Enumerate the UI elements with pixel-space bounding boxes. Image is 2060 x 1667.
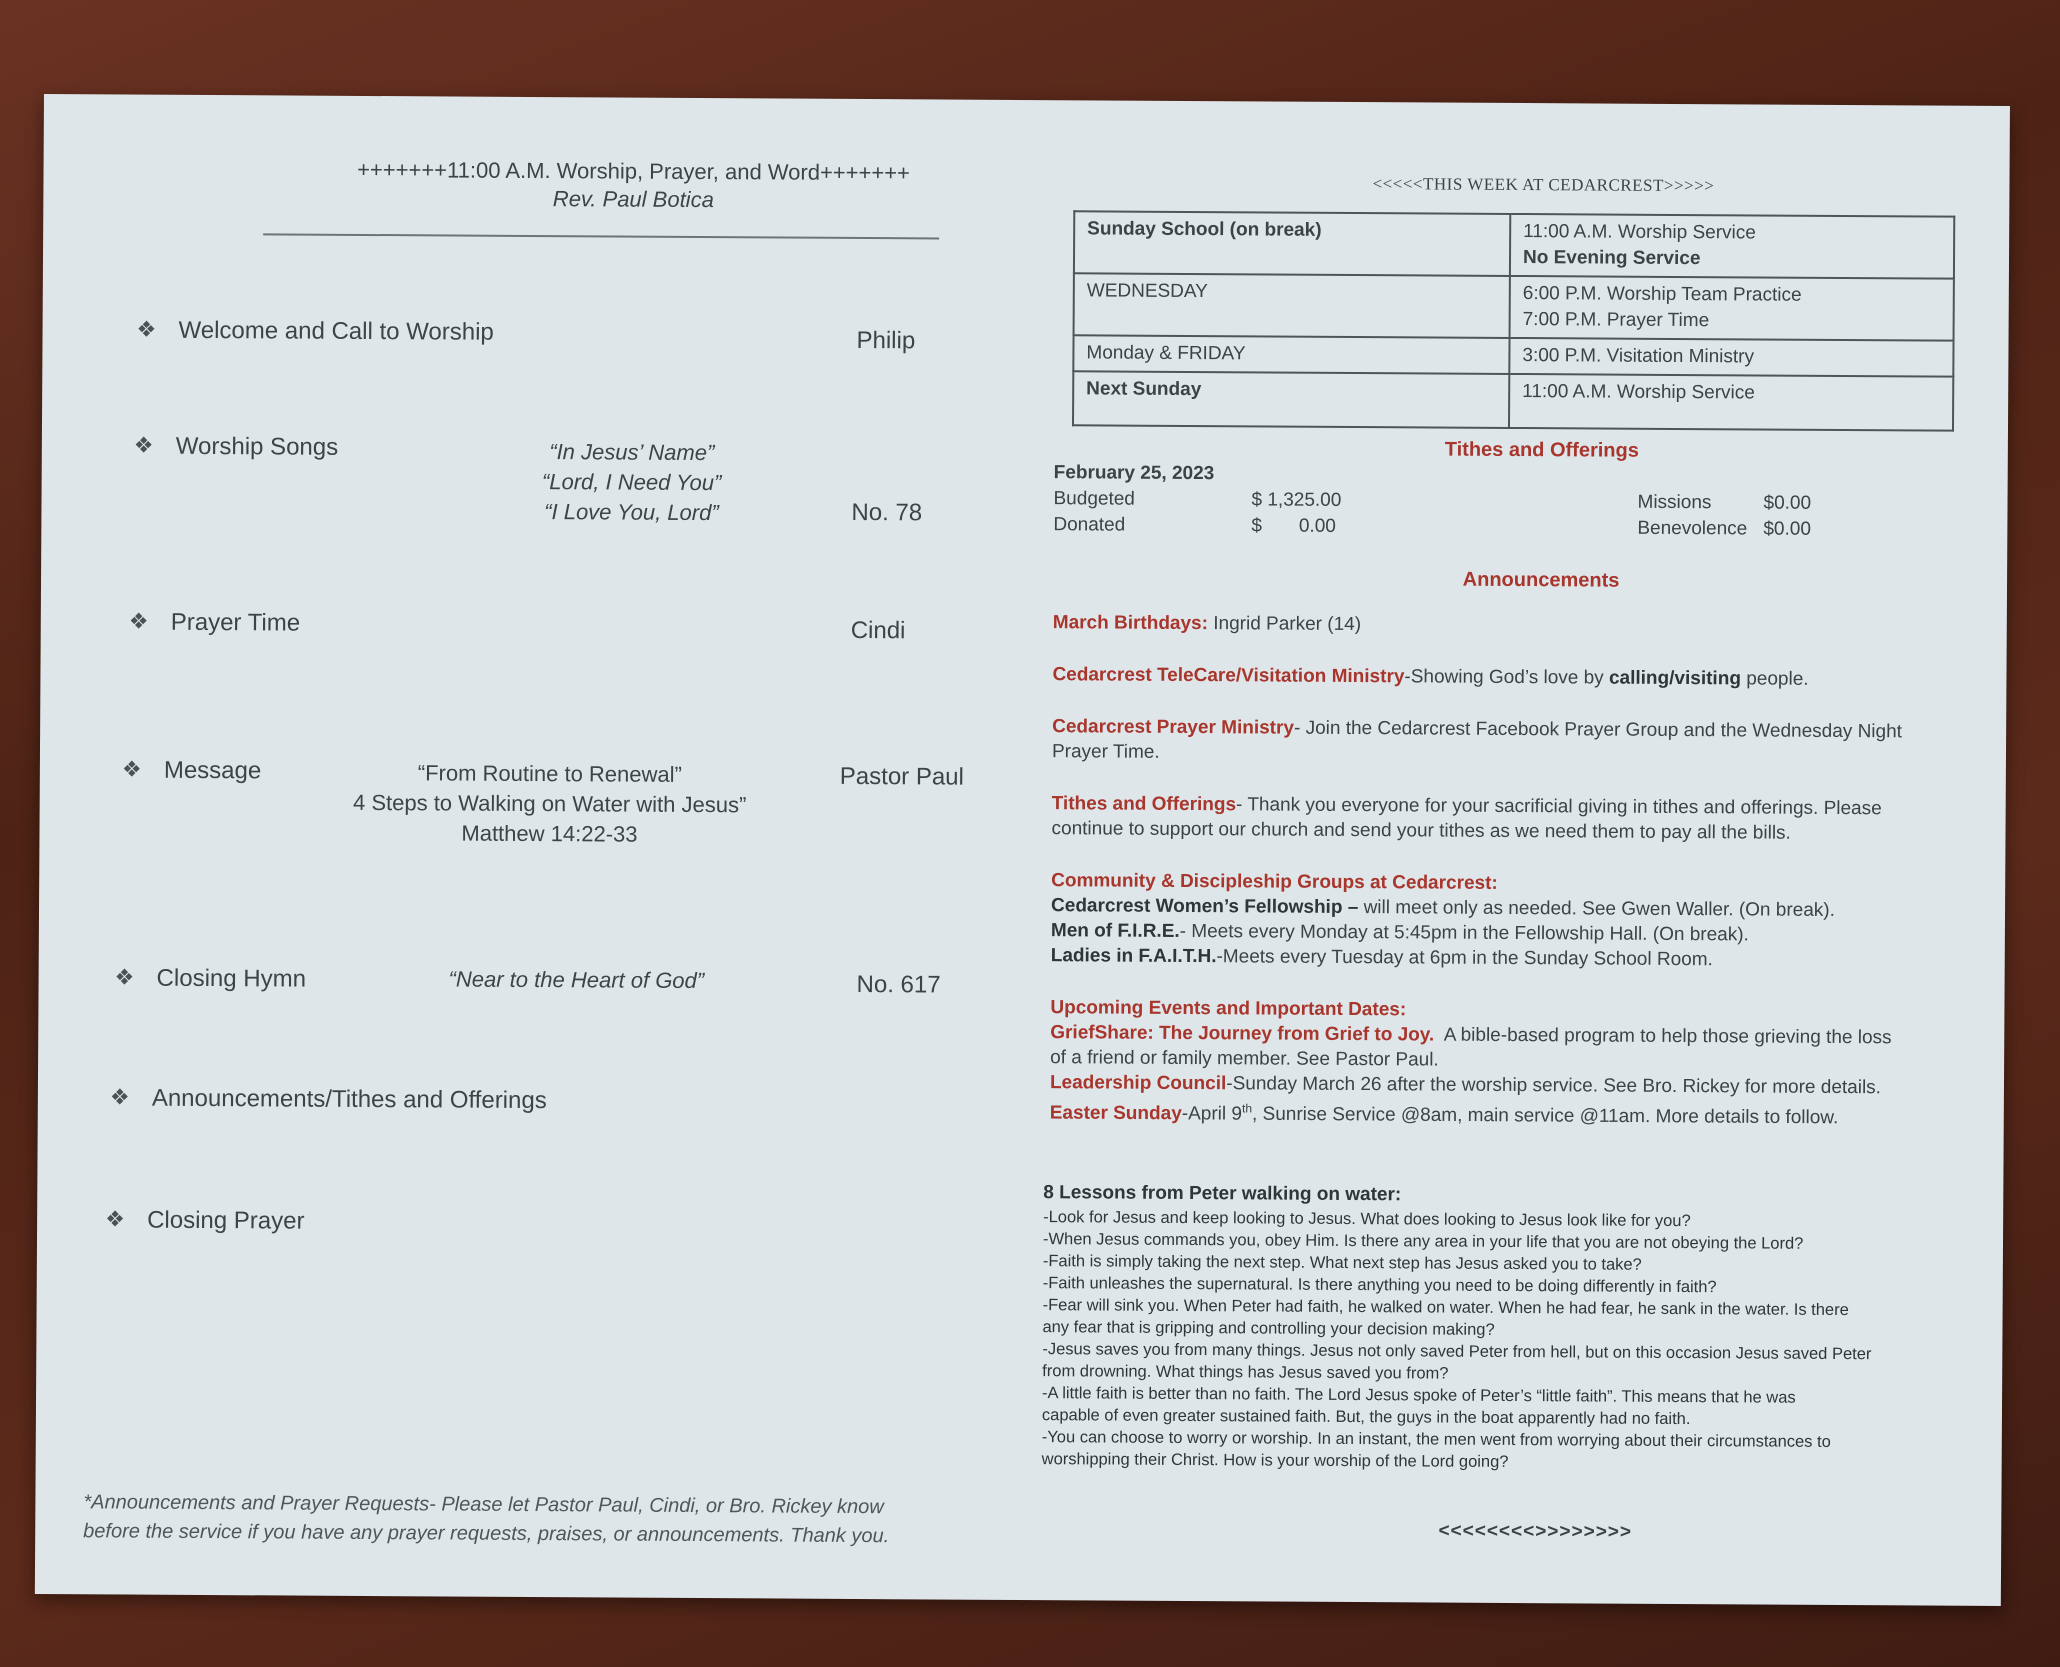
tithes-note-text: - Thank you everyone for your sacrificial giving in tithes and offerings. Please <box>1236 794 1882 820</box>
bullet-icon: ❖ <box>121 756 142 782</box>
lesson-line: -A little faith is better than no faith. The Lord Jesus spoke of Peter’s “little faith”. This means that he was <box>1042 1384 1796 1407</box>
easter-text-2: , Sunrise Service @8am, main service @11am. More details to follow. <box>1251 1103 1839 1129</box>
budgeted-label: Budgeted <box>1053 488 1135 510</box>
griefshare-text: A bible-based program to help those grieving the loss <box>1434 1024 1892 1049</box>
weekly-schedule-table <box>1072 210 1955 431</box>
tithes-date: February 25, 2023 <box>1053 462 1215 485</box>
schedule-events <box>1510 214 1954 279</box>
sermon-block <box>339 758 760 851</box>
table-row <box>1073 335 1953 376</box>
announcements-body <box>1050 610 1993 1131</box>
schedule-day: Monday & FRIDAY <box>1073 335 1509 374</box>
schedule-day: Sunday School (on break) <box>1074 211 1510 276</box>
prayer-leader: Cindi <box>850 616 906 645</box>
tithes-note-text-2: continue to support our church and send your tithes as we need them to pay all the bills. <box>1051 818 1791 844</box>
message-leader: Pastor Paul <box>839 762 965 791</box>
lesson-line: -Fear will sink you. When Peter had faith, he walked on water. When he had fear, he sank in the water. Is there <box>1042 1296 1849 1320</box>
announcements-tithes-label: Announcements/Tithes and Offerings <box>151 1084 547 1115</box>
lesson-line: -You can choose to worry or worship. In an instant, the men went from worrying about their circumstances to <box>1041 1428 1831 1451</box>
lesson-line: -Faith is simply taking the next step. What next step has Jesus asked you to take? <box>1042 1252 1642 1274</box>
service-header <box>273 155 993 215</box>
missions-value: $0.00 <box>1763 492 1812 514</box>
lesson-line: worshipping their Christ. How is your worship of the Lord going? <box>1041 1450 1509 1471</box>
prayer-ministry-block <box>1052 714 1992 770</box>
lesson-line: -Faith unleashes the supernatural. Is there anything you need to be doing differently in faith? <box>1042 1274 1717 1297</box>
requests-footnote <box>83 1488 889 1551</box>
tithes-note-label: Tithes and Offerings <box>1051 793 1237 816</box>
closing-hymn-title: “Near to the Heart of God” <box>448 966 705 994</box>
easter-label: Easter Sunday <box>1049 1102 1182 1125</box>
groups-label: Community & Discipleship Groups at Cedarcrest: <box>1051 870 1498 894</box>
women-text: will meet only as needed. See Gwen Waller. (On break). <box>1358 897 1836 921</box>
women-label: Cedarcrest Women’s Fellowship – <box>1050 895 1359 919</box>
bullet-icon: ❖ <box>136 316 157 342</box>
lesson-line: capable of even greater sustained faith. But, the guys in the boat apparently had no faith. <box>1041 1406 1691 1429</box>
ladies-text: -Meets every Tuesday at 6pm in the Sunday School Room. <box>1216 946 1713 971</box>
table-row <box>1073 371 1953 430</box>
announcements-heading: Announcements <box>1462 568 1620 592</box>
footnote-line-2: before the service if you have any prayer requests, praises, or announcements. Thank you. <box>83 1520 890 1548</box>
worship-songs-label: Worship Songs <box>175 432 339 461</box>
schedule-events <box>1510 276 1954 341</box>
tithes-heading: Tithes and Offerings <box>1444 438 1639 462</box>
budgeted-value: $ 1,325.00 <box>1251 489 1342 511</box>
lesson-line: -When Jesus commands you, obey Him. Is there any area in your life that you are not obeying the Lord? <box>1042 1230 1804 1253</box>
header-divider <box>263 233 939 239</box>
telecare-label: Cedarcrest TeleCare/Visitation Ministry <box>1052 664 1405 688</box>
groups-block <box>1051 868 1992 974</box>
prayer-ministry-text-2: Prayer Time. <box>1051 741 1160 763</box>
this-week-heading: <<<<<THIS WEEK AT CEDARCREST>>>>> <box>1372 174 1715 196</box>
bulletin-sheet <box>35 94 2010 1606</box>
song-1: “In Jesus’ Name” <box>549 439 715 466</box>
benevolence-label: Benevolence <box>1637 517 1748 540</box>
bullet-icon: ❖ <box>133 432 154 458</box>
song-2: “Lord, I Need You” <box>541 469 722 496</box>
telecare-text: -Showing God’s love by <box>1404 666 1610 689</box>
lesson-line: from drowning. What things has Jesus saved you from? <box>1042 1362 1449 1383</box>
prayer-time-label: Prayer Time <box>170 608 301 637</box>
birthdays-label: March Birthdays: <box>1052 612 1209 635</box>
sermon-subtitle: 4 Steps to Walking on Water with Jesus” <box>352 789 747 818</box>
missions-label: Missions <box>1637 491 1712 514</box>
lessons-block <box>1042 1180 1994 1476</box>
griefshare-text-2: of a friend or family member. See Pastor Paul. <box>1050 1047 1439 1071</box>
bullet-icon: ❖ <box>114 964 135 990</box>
welcome-leader: Philip <box>856 326 916 355</box>
message-label: Message <box>163 756 262 785</box>
lesson-line: -Jesus saves you from many things. Jesus not only saved Peter from hell, but on this occasion Jesus saved Peter <box>1042 1340 1872 1364</box>
sermon-title: “From Routine to Renewal” <box>417 760 682 787</box>
bullet-icon: ❖ <box>109 1084 130 1110</box>
men-text: - Meets every Monday at 5:45pm in the Fellowship Hall. (On break). <box>1179 920 1749 946</box>
table-row <box>1074 273 1954 340</box>
easter-text: -April 9 <box>1181 1103 1243 1125</box>
lesson-line: any fear that is gripping and controlling your decision making? <box>1042 1318 1495 1339</box>
birthdays-text: Ingrid Parker (14) <box>1213 613 1362 636</box>
council-text: -Sunday March 26 after the worship service. See Bro. Rickey for more details. <box>1226 1073 1882 1099</box>
songs-hymnal-number: No. 78 <box>851 498 923 527</box>
donated-label: Donated <box>1053 514 1126 536</box>
end-ornament: <<<<<<<<>>>>>>>> <box>1438 1520 1633 1543</box>
schedule-event: No Evening Service <box>1522 247 1701 270</box>
closing-hymn-number: No. 617 <box>856 970 941 999</box>
lesson-line: -Look for Jesus and keep looking to Jesus. What does looking to Jesus look like for you? <box>1043 1208 1691 1231</box>
sermon-scripture: Matthew 14:22-33 <box>461 820 638 847</box>
ladies-label: Ladies in F.A.I.T.H. <box>1050 945 1217 968</box>
bullet-icon: ❖ <box>128 608 149 634</box>
schedule-day: WEDNESDAY <box>1074 273 1510 338</box>
easter-sup: th <box>1241 1101 1253 1116</box>
council-label: Leadership Council <box>1049 1072 1227 1095</box>
events-label: Upcoming Events and Important Dates: <box>1050 997 1407 1021</box>
service-title: +++++++11:00 A.M. Worship, Prayer, and Word+++++++ <box>357 156 911 186</box>
donated-value: $ 0.00 <box>1251 515 1336 537</box>
song-list <box>461 437 802 529</box>
tithes-note-block <box>1051 791 1991 847</box>
schedule-event: 3:00 P.M. Visitation Ministry <box>1509 338 1953 377</box>
song-3: “I Love You, Lord” <box>544 499 719 526</box>
schedule-event: 11:00 A.M. Worship Service <box>1509 374 1953 431</box>
pastor-name: Rev. Paul Botica <box>552 186 714 213</box>
table-row <box>1074 211 1954 278</box>
events-block <box>1050 995 1991 1131</box>
welcome-label: Welcome and Call to Worship <box>178 316 494 346</box>
closing-prayer-label: Closing Prayer <box>147 1206 305 1235</box>
prayer-ministry-label: Cedarcrest Prayer Ministry <box>1052 716 1295 739</box>
footnote-line-1: *Announcements and Prayer Requests- Please let Pastor Paul, Cindi, or Bro. Rickey know <box>83 1491 884 1519</box>
schedule-event: 6:00 P.M. Worship Team Practice <box>1522 283 1802 306</box>
prayer-ministry-text: - Join the Cedarcrest Facebook Prayer Group and the Wednesday Night <box>1293 717 1903 743</box>
lessons-title: 8 Lessons from Peter walking on water: <box>1043 1182 1402 1206</box>
closing-hymn-label: Closing Hymn <box>156 964 307 993</box>
griefshare-label: GriefShare: The Journey from Grief to Joy. <box>1050 1022 1435 1046</box>
benevolence-value: $0.00 <box>1763 518 1811 540</box>
bullet-icon: ❖ <box>105 1206 125 1232</box>
schedule-event: 11:00 A.M. Worship Service <box>1523 221 1756 244</box>
telecare-emphasis: calling/visiting <box>1608 667 1742 690</box>
schedule-event: 7:00 P.M. Prayer Time <box>1522 309 1710 332</box>
telecare-end: people. <box>1740 668 1809 690</box>
schedule-day: Next Sunday <box>1073 371 1509 428</box>
men-label: Men of F.I.R.E. <box>1050 920 1180 942</box>
